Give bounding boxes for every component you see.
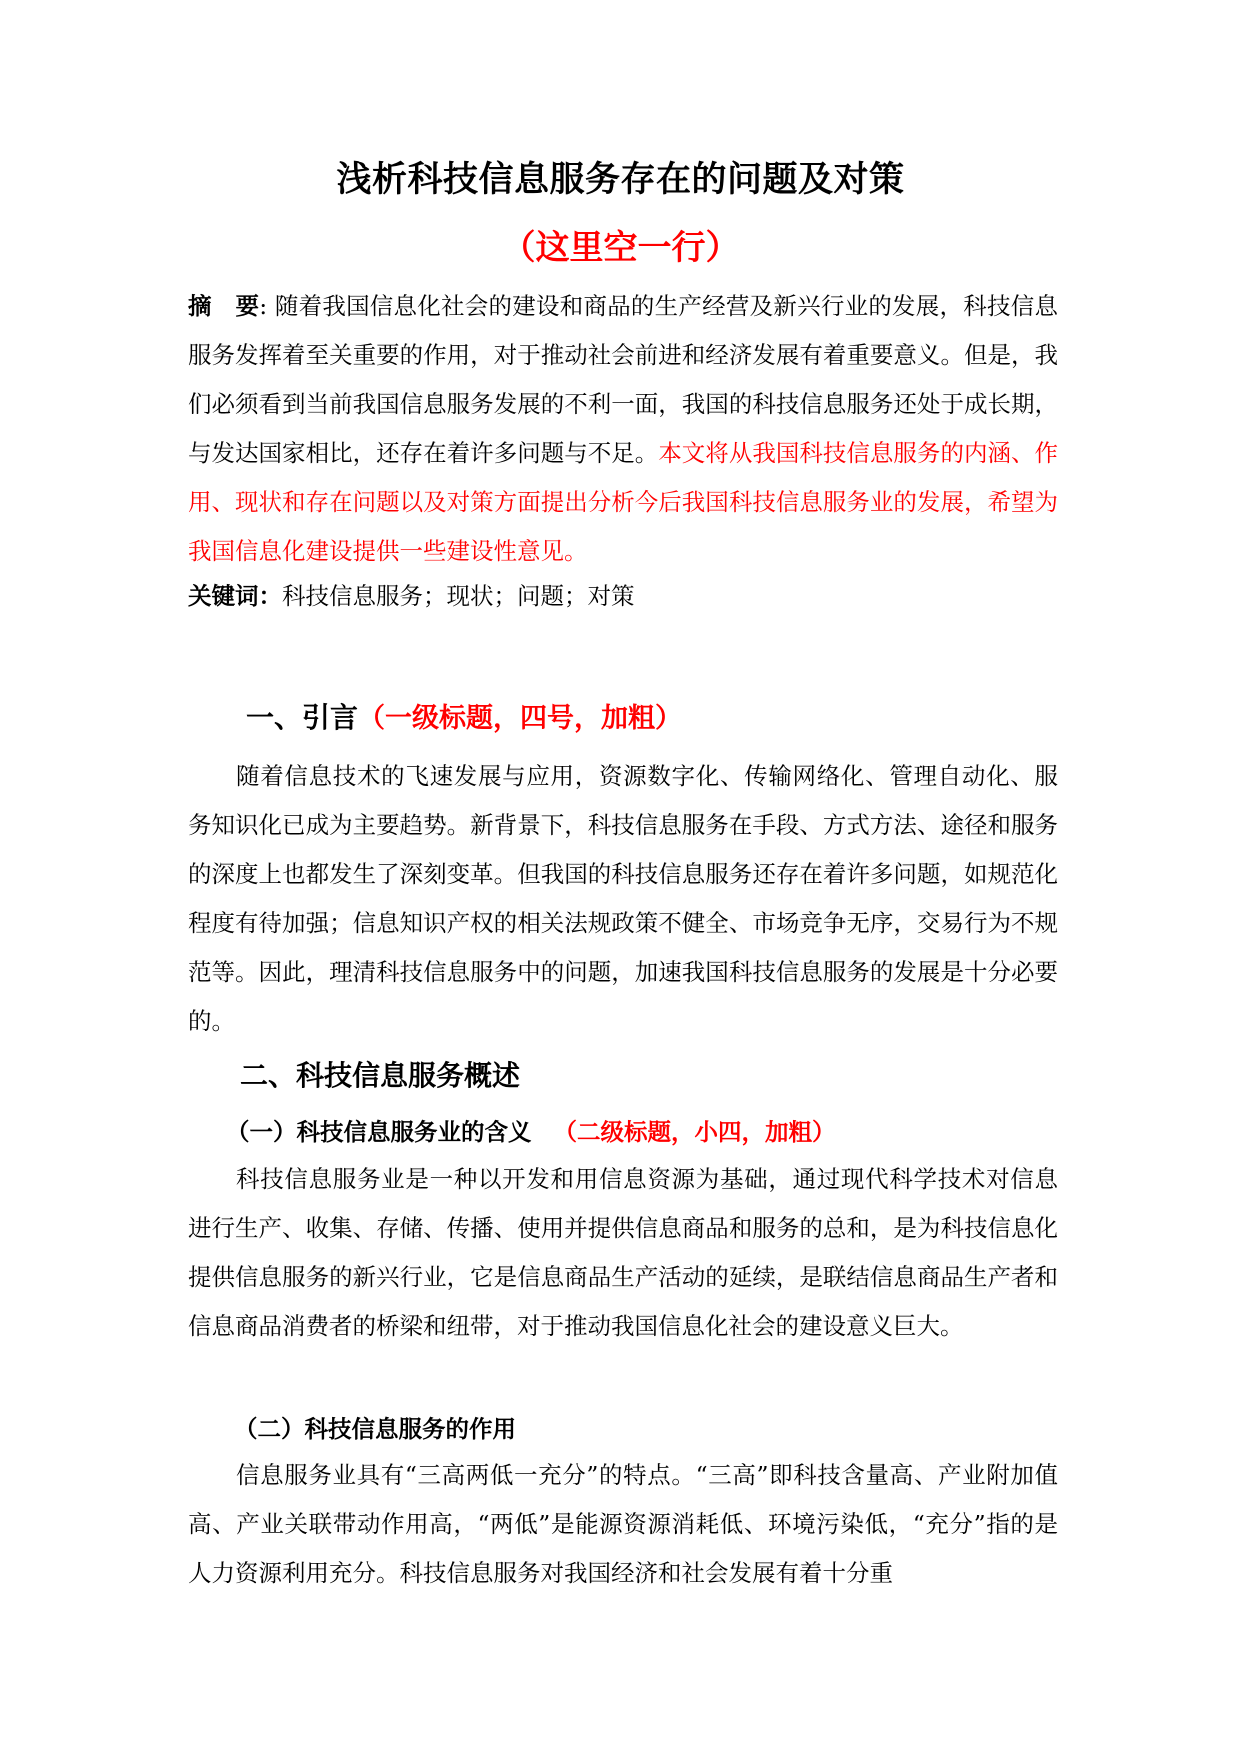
title-spacing-note: （这里空一行） bbox=[501, 228, 740, 268]
abstract-colon: : bbox=[259, 292, 268, 320]
intro-paragraph: 随着信息技术的飞速发展与应用，资源数字化、传输网络化、管理自动化、服务知识化已成为主要趋势。新背景下，科技信息服务在手段、方式方法、途径和服务的深度上也都发生了深刻变革。但我国的科技信息服务还存在着许多问题，如规范化程度有待加强；信息知识产权的相关法规政策不健全、市场竞争无序，交易行为不规范等。因此，理清科技信息服务中的问题，加速我国科技信息服务的发展是十分必要的。 bbox=[188, 762, 1058, 1035]
document-title: 浅析科技信息服务存在的问题及对策 bbox=[336, 160, 905, 200]
section-heading-overview: 二、科技信息服务概述 bbox=[240, 1059, 521, 1092]
abstract-block bbox=[188, 282, 1058, 576]
subsection-heading-role: （二）科技信息服务的作用 bbox=[234, 1415, 516, 1443]
meaning-paragraph: 科技信息服务业是一种以开发和用信息资源为基础，通过现代科学技术对信息进行生产、收集、存储、传播、使用并提供信息商品和服务的总和，是为科技信息化提供信息服务的新兴行业，它是信息商品生产活动的延续，是联结信息商品生产者和信息商品消费者的桥梁和纽带，对于推动我国信息化社会的建设意义巨大。 bbox=[188, 1165, 1058, 1340]
role-paragraph: 信息服务业具有“三高两低一充分”的特点。“三高”即科技含量高、产业附加值高、产业关联带动作用高，“两低”是能源资源消耗低、环境污染低，“充分”指的是人力资源利用充分。科技信息服务对我国经济和社会发展有着十分重 bbox=[188, 1461, 1058, 1587]
subsection-heading-meaning-note: （二级标题，小四，加粗） bbox=[553, 1118, 836, 1146]
subsection-heading-meaning bbox=[226, 1112, 836, 1152]
section-heading-intro-text: 一、引言 bbox=[246, 701, 359, 734]
keywords-text: 科技信息服务；现状；问题；对策 bbox=[282, 582, 635, 610]
section-heading-intro-note: （一级标题，四号，加粗） bbox=[358, 703, 683, 734]
keywords-line bbox=[188, 576, 635, 616]
subsection-heading-meaning-text: （一）科技信息服务业的含义 bbox=[226, 1118, 532, 1146]
abstract-text: 随着我国信息化社会的建设和商品的生产经营及新兴行业的发展，科技信息服务发挥着至关重要的作用，对于推动社会前进和经济发展有着重要意义。但是，我们必须看到当前我国信息服务发展的不利一面，我国的科技信息服务还处于成长期，与发达国家相比，还存在着许多问题与不足。 bbox=[188, 292, 1058, 467]
abstract-label: 摘 要 bbox=[188, 292, 260, 320]
section-heading-intro bbox=[246, 698, 682, 739]
keywords-label: 关键词： bbox=[188, 582, 282, 610]
abstract-highlight: 本文将从我国科技信息服务的内涵、作用、现状和存在问题以及对策方面提出分析今后我国科技信息服务业的发展，希望为我国信息化建设提供一些建设性意见。 bbox=[188, 439, 1059, 565]
